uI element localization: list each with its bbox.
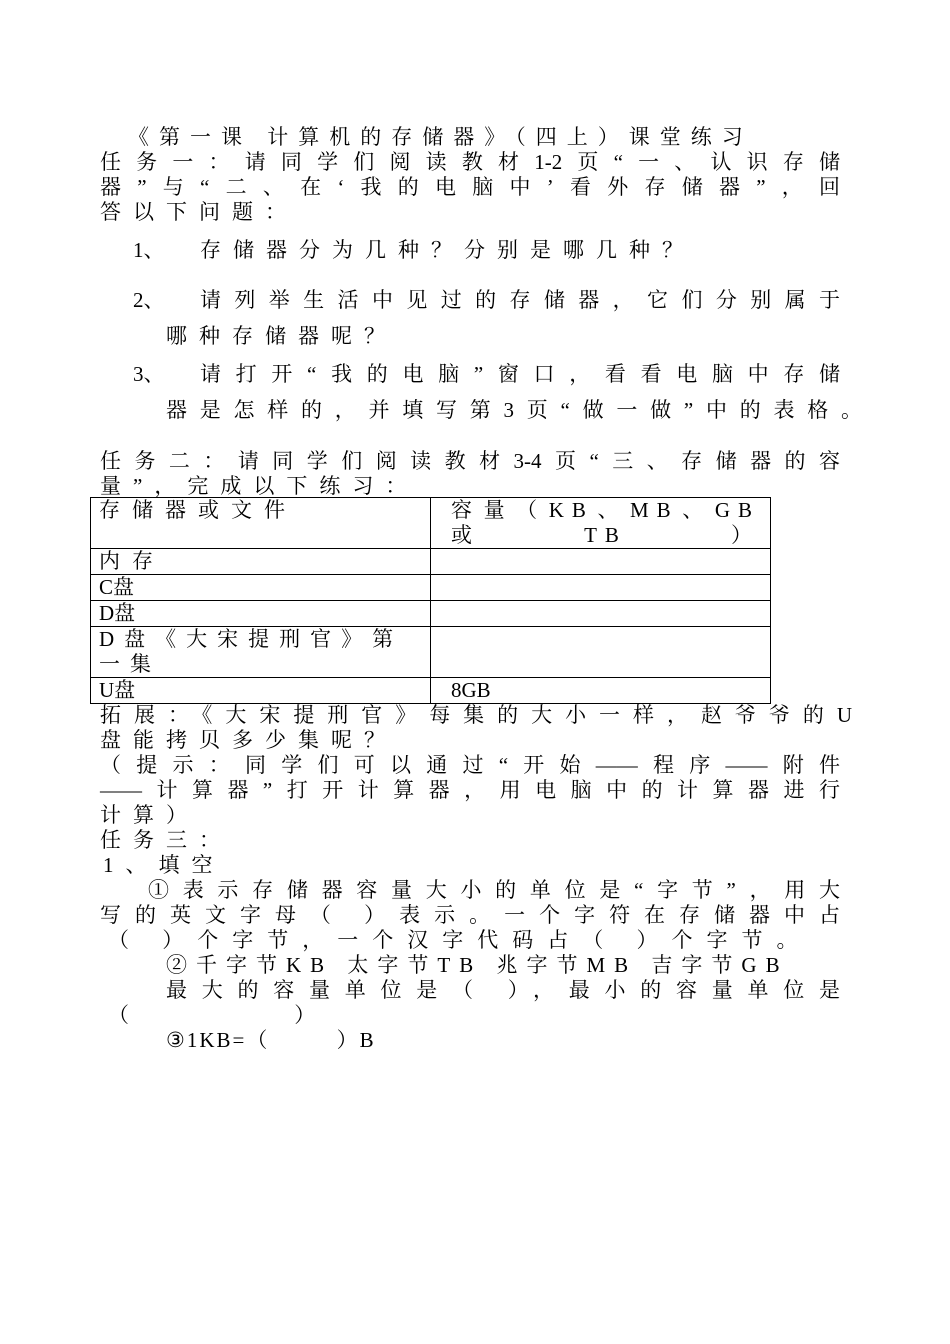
table-cell-storage: C盘 — [91, 575, 431, 601]
task2-line2: 量”，完成以下练习： — [100, 474, 419, 498]
table-row — [91, 601, 771, 627]
table-cell-storage: 内存 — [91, 549, 431, 575]
fill-blank-1-line3: （ ）个字节，一个汉字代码占（ ）个字节。 — [108, 928, 812, 952]
extension-line1: 拓展：《大宋提刑官》每集的大小一样，赵爷爷的U — [100, 703, 852, 727]
extension-line2: 盘能拷贝多少集呢？ — [100, 728, 397, 752]
table-cell-capacity[interactable] — [431, 549, 771, 575]
hint-line3: 计算） — [100, 803, 199, 827]
storage-capacity-table — [90, 497, 771, 704]
hint-line2: ——计算器”打开计算器，用电脑中的计算器进行 — [100, 778, 840, 802]
task1-line2: 器”与“二、在‘我的电脑中’看外存储器”，回 — [100, 175, 840, 199]
page-title: 《第一课 计算机的存储器》（四上）课堂练习 — [128, 125, 753, 149]
table-cell-capacity[interactable] — [431, 627, 771, 678]
table-cell-capacity[interactable] — [431, 575, 771, 601]
table-row — [91, 678, 771, 704]
question-2-text-line2: 哪种存储器呢？ — [166, 324, 397, 348]
table-header-storage: 存储器或文件 — [91, 498, 431, 549]
task3-title: 任务三： — [100, 828, 232, 852]
task3-subheading: 1、填空 — [103, 853, 225, 877]
fill-blank-2-line2: 最大的容量单位是（ ），最小的容量单位是 — [166, 978, 840, 1002]
table-cell-capacity[interactable] — [431, 601, 771, 627]
table-cell-capacity: 8GB — [431, 678, 771, 704]
fill-blank-3: ③1KB=（ ）B — [166, 1028, 376, 1052]
question-3-text-line2: 器是怎样的，并填写第3页“做一做”中的表格。 — [166, 398, 862, 422]
table-header-row — [91, 498, 771, 549]
table-row — [91, 575, 771, 601]
fill-blank-1-line2: 写的英文字母（ ）表示。一个字符在存储器中占 — [100, 903, 840, 927]
task1-line3: 答以下问题： — [100, 200, 298, 224]
question-3-number: 3、 — [133, 362, 165, 386]
task2-line1: 任务二：请同学们阅读教材3-4页“三、存储器的容 — [100, 449, 840, 473]
table-cell-storage: D盘《大宋提刑官》第一集 — [91, 627, 431, 678]
fill-blank-1-line1: ①表示存储器容量大小的单位是“字节”，用大 — [148, 878, 840, 902]
table-header-capacity: 容量（KB、MB、GB或TB） — [431, 498, 771, 549]
question-3-text-line1: 请打开“我的电脑”窗口，看看电脑中存储 — [200, 362, 840, 386]
table-cell-storage: D盘 — [91, 601, 431, 627]
table-row — [91, 549, 771, 575]
question-1-text: 存储器分为几种？分别是哪几种？ — [200, 238, 695, 262]
task1-line1: 任务一：请同学们阅读教材1-2页“一、认识存储 — [100, 150, 840, 174]
table-row — [91, 627, 771, 678]
question-2-text-line1: 请列举生活中见过的存储器，它们分别属于 — [200, 288, 840, 312]
question-2-number: 2、 — [133, 288, 165, 312]
fill-blank-2-line3: （ ） — [108, 1003, 396, 1027]
fill-blank-2-line1: ②千字节KB 太字节TB 兆字节MB 吉字节GB — [166, 953, 789, 977]
question-1-number: 1、 — [133, 238, 165, 262]
table-cell-storage: U盘 — [91, 678, 431, 704]
hint-line1: （提示：同学们可以通过“开始——程序——附件 — [100, 753, 840, 777]
